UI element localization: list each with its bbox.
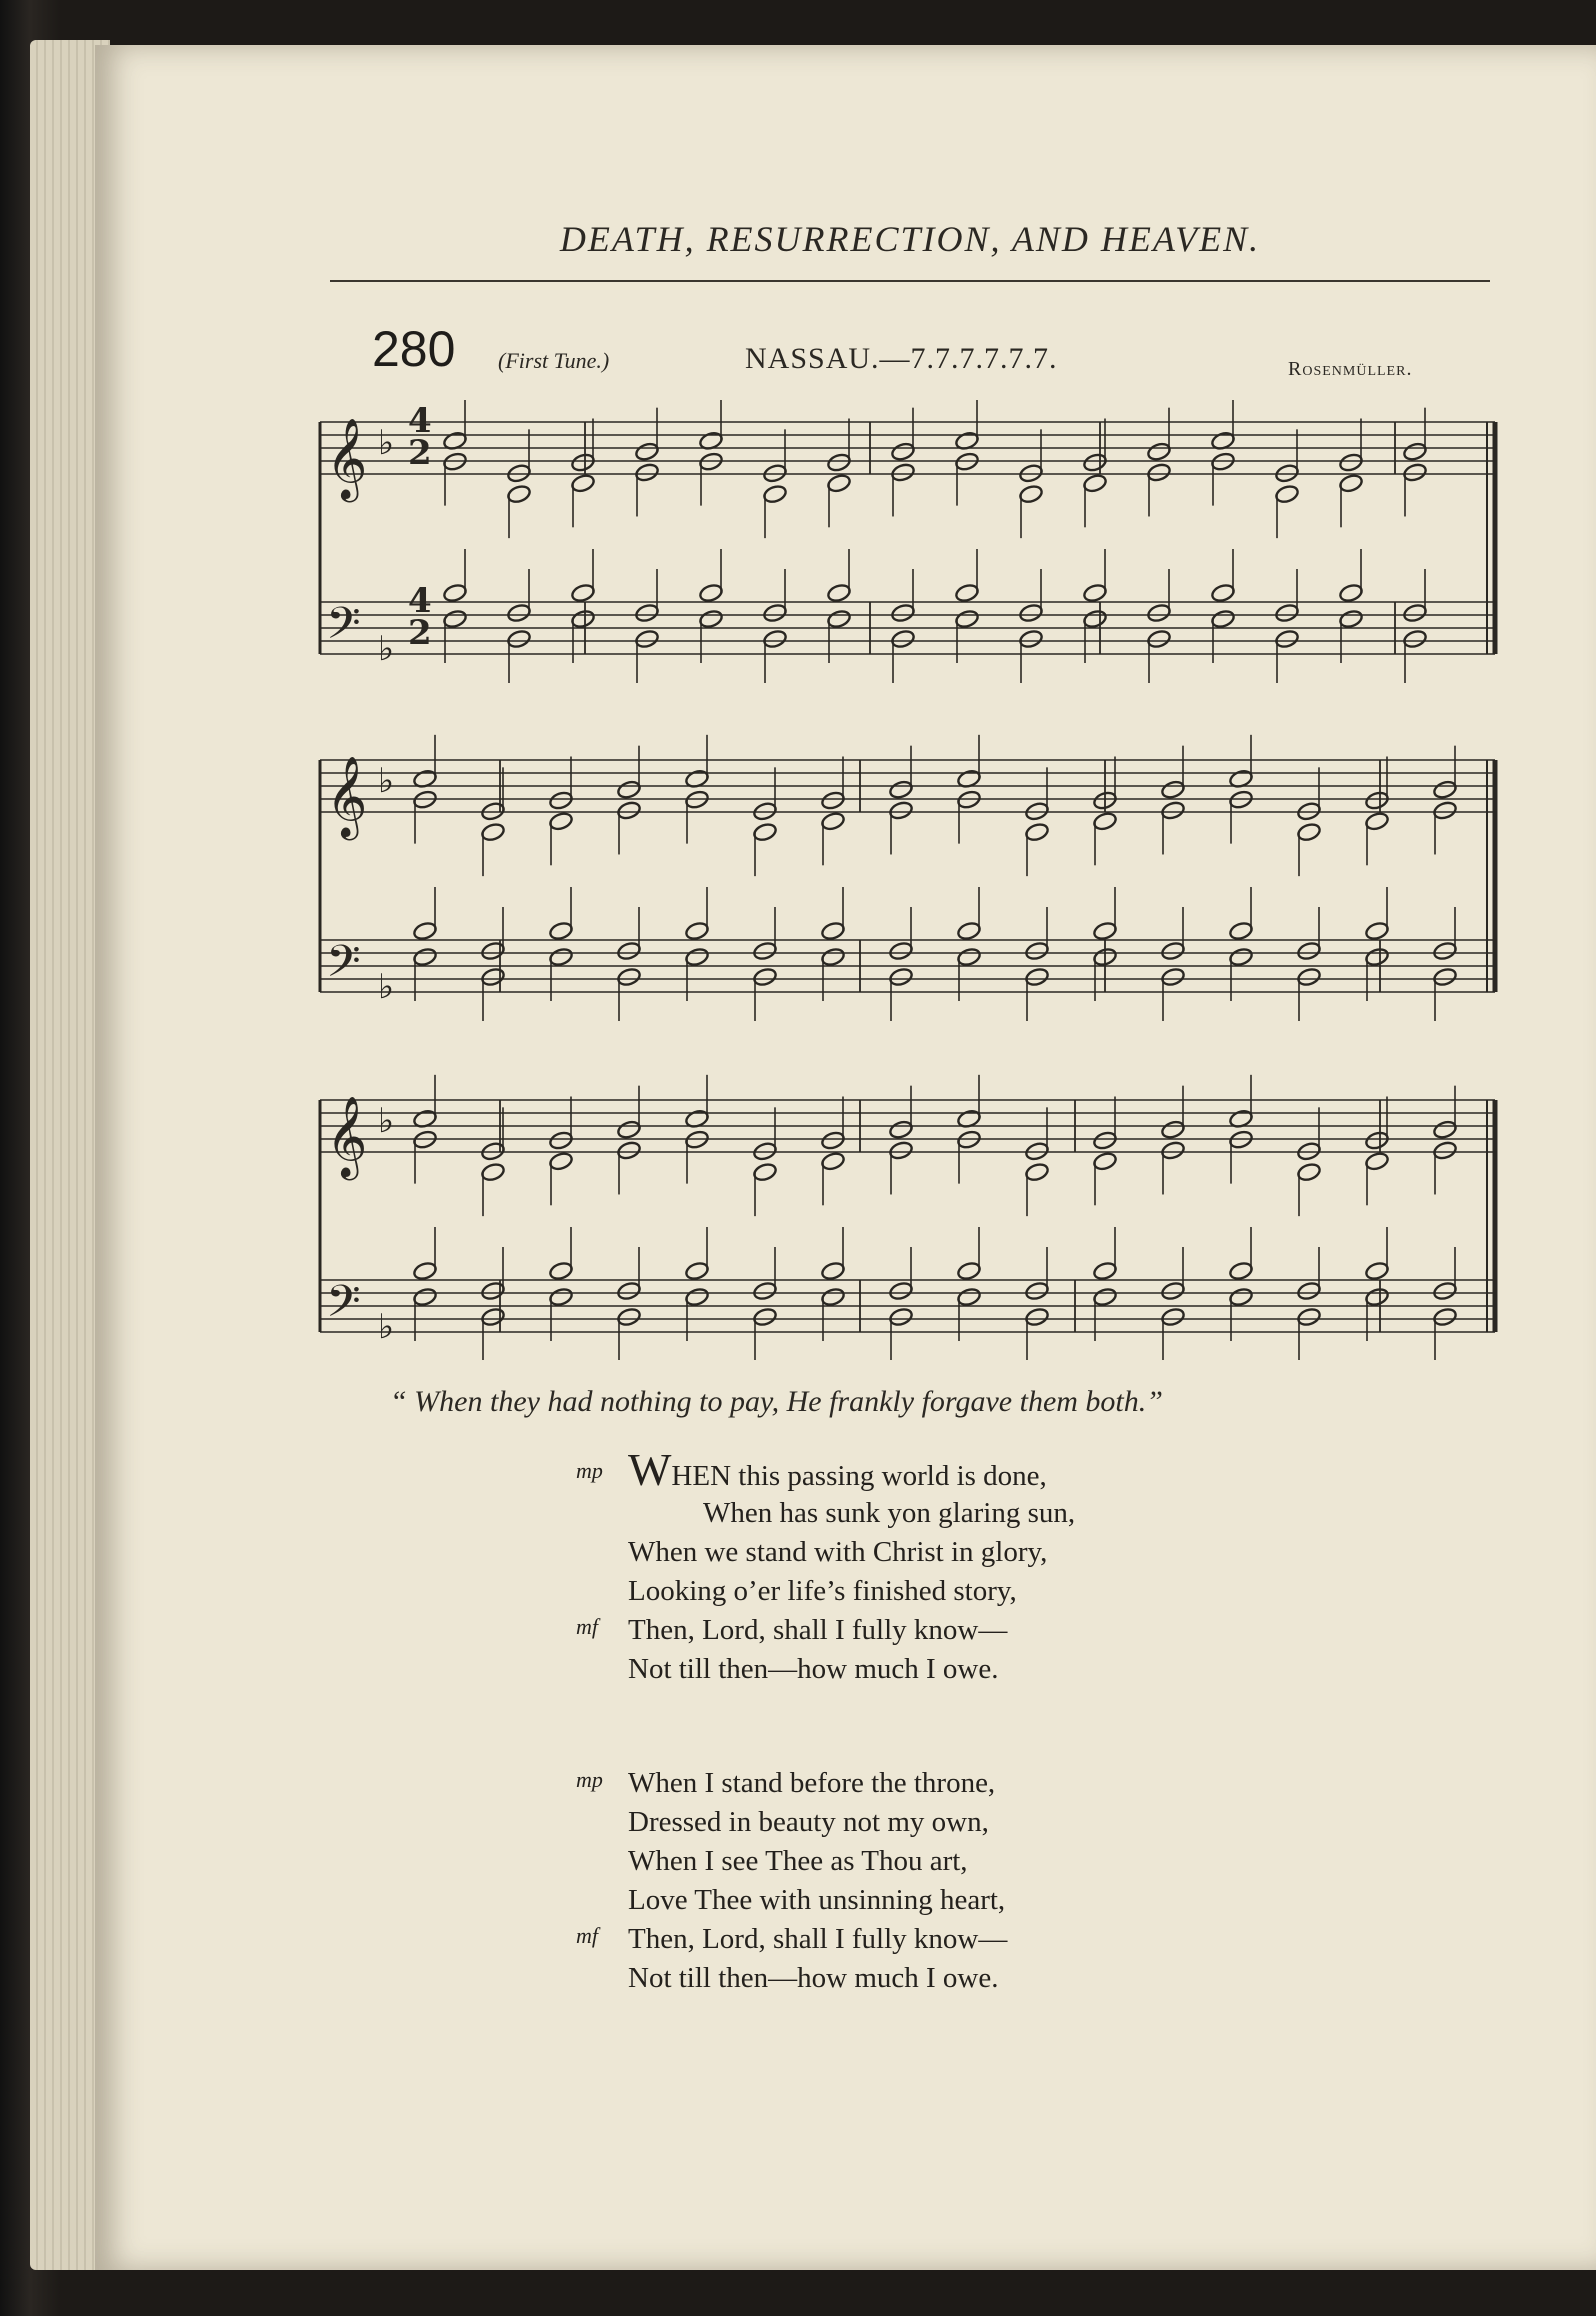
half-note [762,629,787,650]
half-note [1432,967,1457,988]
half-note [752,822,777,843]
half-note [762,484,787,505]
bass-clef: 𝄢 [326,1275,361,1338]
half-note [1274,629,1299,650]
half-note [1018,484,1043,505]
treble-clef: 𝄞 [326,417,368,499]
half-note [954,609,979,630]
dynamic-marking: mp [576,1458,603,1483]
half-note [548,811,573,832]
half-note [1296,941,1321,962]
running-head: DEATH, RESURRECTION, AND HEAVEN. [559,219,1261,259]
line-text: HEN this passing world is done, [671,1460,1047,1492]
half-note [548,947,573,968]
half-note [684,921,709,942]
half-note [480,967,505,988]
half-note [956,947,981,968]
half-note [820,1261,845,1282]
key-signature-flat: ♭ [378,761,395,801]
half-note [1364,790,1389,811]
half-note [1210,609,1235,630]
half-note [956,1261,981,1282]
half-note [616,1119,641,1140]
half-note [888,1119,913,1140]
half-note [1432,779,1457,800]
stanza-line [576,1444,1075,1495]
key-signature-flat: ♭ [378,629,395,669]
half-note [442,609,467,630]
half-note [684,947,709,968]
half-note [1228,947,1253,968]
half-note [752,1307,777,1328]
half-note [1160,779,1185,800]
half-note [1338,583,1363,604]
half-note [616,1307,641,1328]
half-note [1146,629,1171,650]
half-note [1274,603,1299,624]
half-note [1092,1287,1117,1308]
line-text: When I stand before the throne, [628,1767,996,1799]
half-note [506,629,531,650]
half-note [698,609,723,630]
half-note [820,1130,845,1151]
line-text: Then, Lord, shall I fully know— [628,1614,1008,1646]
half-note [888,1140,913,1161]
half-note [570,583,595,604]
half-note [1432,1281,1457,1302]
drop-cap: W [628,1444,672,1495]
line-text: Dressed in beauty not my own, [628,1806,989,1838]
half-note [826,452,851,473]
half-note [1432,800,1457,821]
half-note [616,941,641,962]
half-note [1364,1130,1389,1151]
half-note [1228,921,1253,942]
half-note [616,800,641,821]
line-text: Then, Lord, shall I fully know— [628,1923,1008,1955]
half-note [1210,583,1235,604]
half-note [954,583,979,604]
stanza-line [628,1650,1075,1689]
half-note [1364,1151,1389,1172]
half-note [480,822,505,843]
stanza-line [628,1572,1075,1611]
half-note [1146,462,1171,483]
half-note [412,921,437,942]
half-note [820,790,845,811]
half-note [1160,1307,1185,1328]
half-note [570,473,595,494]
half-note [548,1261,573,1282]
half-note [698,583,723,604]
composer: Rosenmüller. [1288,358,1413,380]
time-signature-bass-top: 4 [408,581,432,621]
half-note [1338,609,1363,630]
half-note [616,1140,641,1161]
half-note [412,947,437,968]
stanza-line [628,1803,1007,1842]
line-text: When I see Thee as Thou art, [628,1845,968,1877]
half-note [1228,1287,1253,1308]
half-note [442,583,467,604]
stanza-line [576,1611,1075,1650]
key-signature-flat: ♭ [378,1101,395,1141]
tune-name: NASSAU.—7.7.7.7.7.7. [745,342,1058,375]
half-note [616,779,641,800]
line-text: Love Thee with unsinning heart, [628,1884,1006,1916]
line-text: Not till then—how much I owe. [628,1653,999,1685]
half-note [506,484,531,505]
half-note [1296,1307,1321,1328]
half-note [820,811,845,832]
half-note [956,921,981,942]
half-note [1024,1281,1049,1302]
treble-clef: 𝄞 [326,755,368,837]
half-note [1092,811,1117,832]
half-note [1402,441,1427,462]
half-note [1092,1130,1117,1151]
half-note [1364,921,1389,942]
half-note [634,462,659,483]
half-note [634,441,659,462]
half-note [1338,452,1363,473]
half-note [1024,822,1049,843]
half-note [1160,967,1185,988]
bass-clef: 𝄢 [326,935,361,998]
epigraph: “ When they had nothing to pay, He frankly forgave them both.” [390,1385,1163,1418]
half-note [890,603,915,624]
half-note [1082,473,1107,494]
half-note [1018,603,1043,624]
half-note [888,941,913,962]
half-note [826,583,851,604]
half-note [1092,1151,1117,1172]
half-note [616,967,641,988]
half-note [616,1281,641,1302]
half-note [956,1287,981,1308]
half-note [888,779,913,800]
half-note [1160,1119,1185,1140]
dynamic-marking: mf [576,1923,598,1948]
line-text: Not till then—how much I owe. [628,1962,999,1994]
half-note [480,1162,505,1183]
half-note [826,609,851,630]
line-text: When has sunk yon glaring sun, [703,1497,1076,1529]
half-note [548,921,573,942]
line-text: When we stand with Christ in glory, [628,1536,1048,1568]
line-text: Looking o’er life’s finished story, [628,1575,1017,1607]
stanza-2 [576,1764,1008,1998]
key-signature-flat: ♭ [378,967,395,1007]
half-note [684,1287,709,1308]
half-note [1160,1281,1185,1302]
half-note [1402,629,1427,650]
dynamic-marking: mf [576,1614,598,1639]
half-note [888,967,913,988]
stanza-line [576,1920,1008,1959]
half-note [1338,473,1363,494]
half-note [506,603,531,624]
half-note [1024,1162,1049,1183]
half-note [1274,484,1299,505]
half-note [412,1287,437,1308]
half-note [1364,947,1389,968]
half-note [888,1281,913,1302]
stanza-line [628,1533,1075,1572]
half-note [1024,967,1049,988]
stanza-line [576,1764,1007,1803]
half-note [888,1307,913,1328]
dynamic-marking: mp [576,1767,603,1792]
time-signature-treble-top: 4 [408,401,432,441]
half-note [548,1151,573,1172]
half-note [820,947,845,968]
half-note [1296,1281,1321,1302]
half-note [1432,941,1457,962]
key-signature-flat: ♭ [378,423,395,463]
treble-clef: 𝄞 [326,1095,368,1177]
half-note [684,1261,709,1282]
half-note [1364,811,1389,832]
half-note [820,1151,845,1172]
half-note [548,1287,573,1308]
half-note [762,603,787,624]
half-note [634,603,659,624]
half-note [1024,1307,1049,1328]
half-note [752,1162,777,1183]
half-note [1082,609,1107,630]
half-note [1092,1261,1117,1282]
half-note [412,1261,437,1282]
hymn-number: 280 [372,321,456,377]
half-note [480,941,505,962]
half-note [752,941,777,962]
half-note [1432,1307,1457,1328]
half-note [1296,1162,1321,1183]
stanza-line [628,1881,1007,1920]
half-note [1082,452,1107,473]
half-note [1092,921,1117,942]
half-note [1018,629,1043,650]
half-note [890,441,915,462]
half-note [752,1281,777,1302]
half-note [820,921,845,942]
half-note [1146,441,1171,462]
tune-note: (First Tune.) [498,348,610,373]
key-signature-flat: ♭ [378,1307,395,1347]
half-note [826,473,851,494]
stanza-line [628,1494,1075,1533]
half-note [1364,1287,1389,1308]
half-note [634,629,659,650]
half-note [1160,941,1185,962]
half-note [752,967,777,988]
music-score [315,400,1505,1360]
stanza-line [628,1842,1007,1881]
half-note [480,1307,505,1328]
half-note [1160,800,1185,821]
stanza-1 [576,1444,1076,1689]
half-note [570,452,595,473]
half-note [1146,603,1171,624]
half-note [1432,1119,1457,1140]
half-note [1296,967,1321,988]
half-note [888,800,913,821]
half-note [1296,822,1321,843]
half-note [1402,462,1427,483]
half-note [570,609,595,630]
half-note [1228,1261,1253,1282]
half-note [548,1130,573,1151]
bass-clef: 𝄢 [326,597,361,660]
half-note [548,790,573,811]
half-note [1432,1140,1457,1161]
half-note [890,462,915,483]
time-signature-treble-bottom: 2 [408,433,432,473]
half-note [480,1281,505,1302]
half-note [1402,603,1427,624]
time-signature-bass-bottom: 2 [408,613,432,653]
half-note [820,1287,845,1308]
half-note [1082,583,1107,604]
half-note [1024,941,1049,962]
half-note [1160,1140,1185,1161]
half-note [1364,1261,1389,1282]
stanza-line [628,1959,1007,1998]
header-rule [330,280,1490,282]
half-note [890,629,915,650]
